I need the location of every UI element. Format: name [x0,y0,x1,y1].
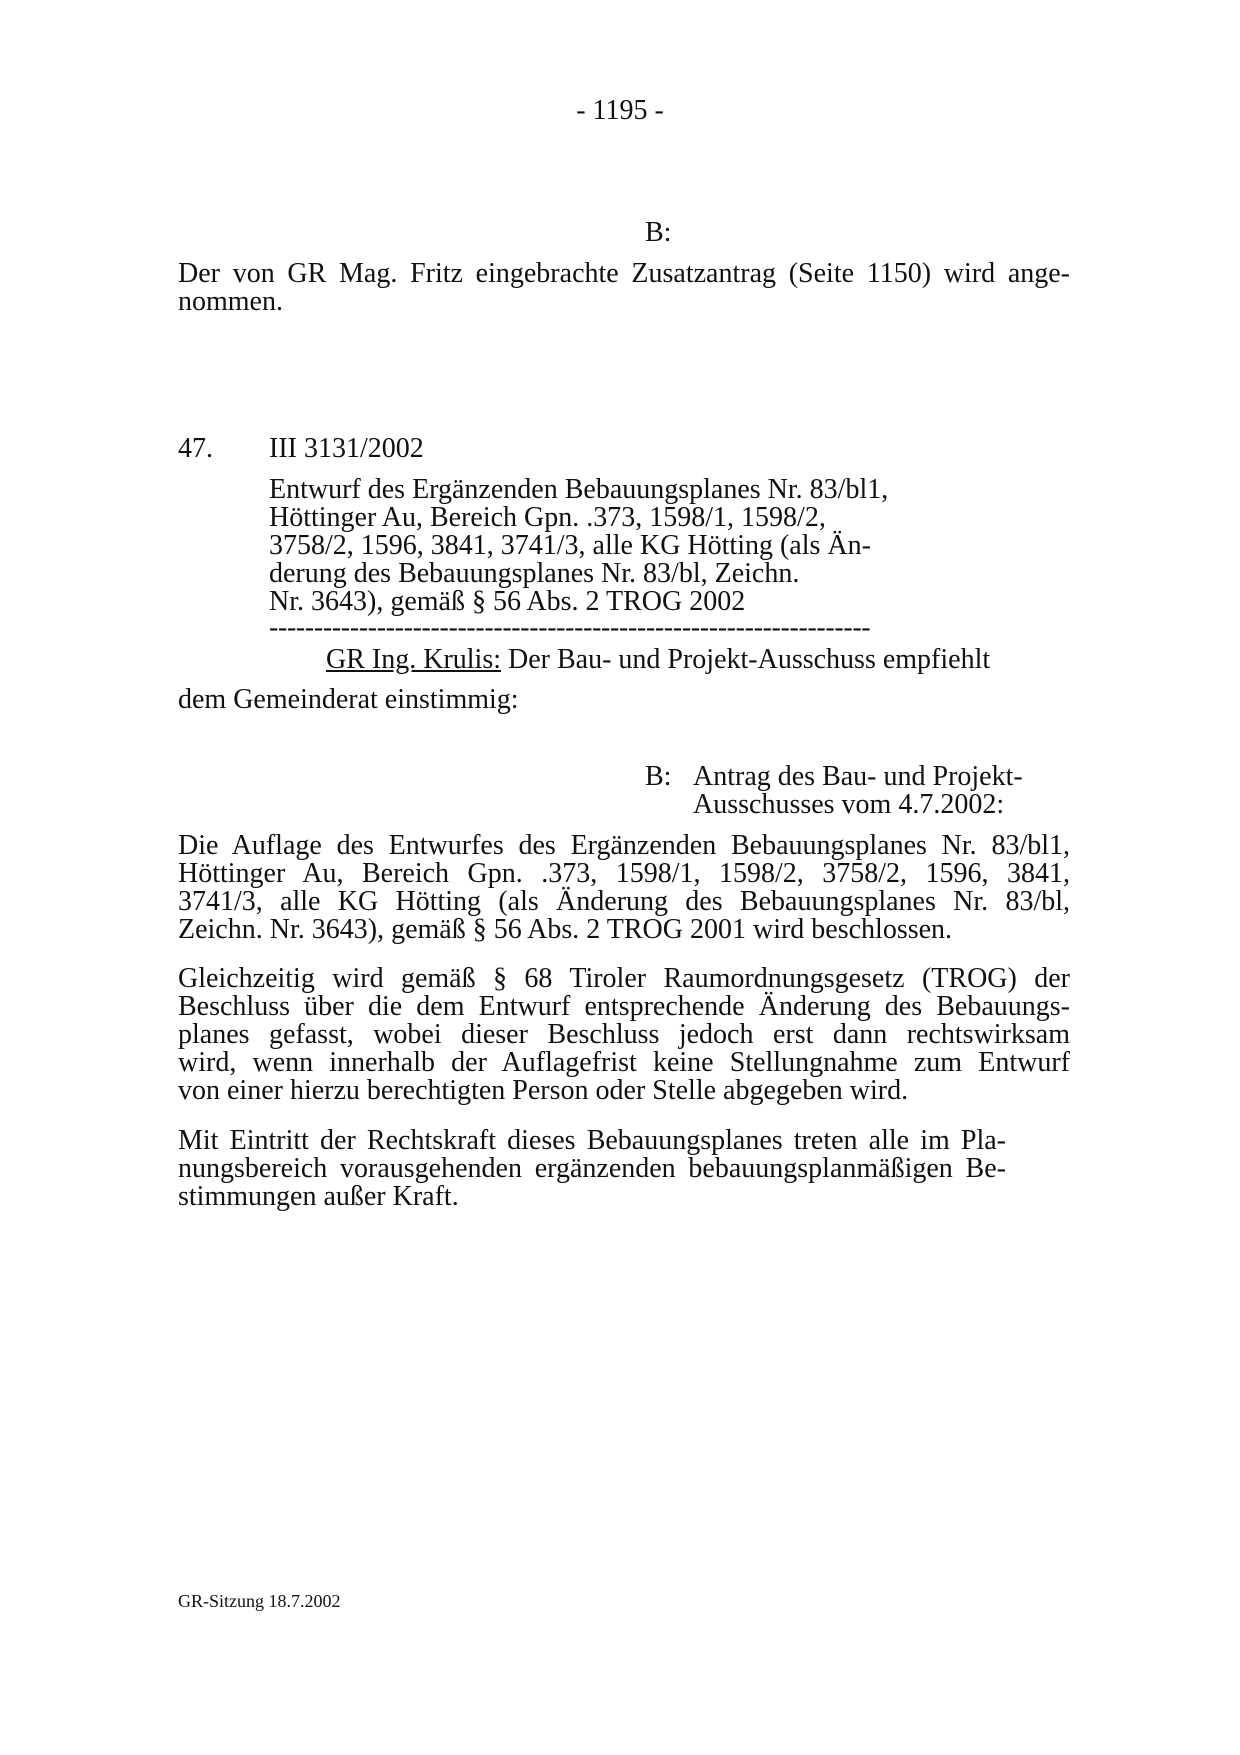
item-subject-line: Nr. 3643), gemäß § 56 Abs. 2 TROG 2002 [269,586,746,617]
separator-line: ------------------------------------------------------------------- [269,612,871,643]
resolution-label-b: B: [645,761,672,792]
paragraph3-line: nungsbereich vorausgehenden ergänzenden bebauungsplanmäßigen Be- [178,1153,1006,1184]
footer: GR-Sitzung 18.7.2002 [178,1591,341,1611]
item-reference: III 3131/2002 [269,433,424,464]
statement-line2: dem Gemeinderat einstimmig: [178,684,519,715]
resolution-title-line: Ausschusses vom 4.7.2002: [693,789,1005,820]
item-subject-line: Entwurf des Ergänzenden Bebauungsplanes Nr. 83/bl1, [269,474,889,505]
item-subject-line: 3758/2, 1596, 3841, 3741/3, alle KG Hötting (als Än- [269,530,871,561]
section1-line: nommen. [178,286,283,317]
item-subject-line: derung des Bebauungsplanes Nr. 83/bl, Zeichn. [269,558,800,589]
paragraph2-line: Gleichzeitig wird gemäß § 68 Tiroler Raumordnungsgesetz (TROG) der [178,963,1070,994]
section1-line: Der von GR Mag. Fritz eingebrachte Zusatzantrag (Seite 1150) wird ange- [178,258,1070,289]
paragraph2-line: wird, wenn innerhalb der Auflagefrist keine Stellungnahme zum Entwurf [178,1047,1070,1078]
paragraph1-line: Höttinger Au, Bereich Gpn. .373, 1598/1, 1598/2, 3758/2, 1596, 3841, [178,858,1070,889]
item-number: 47. [178,433,213,464]
paragraph1-line: Zeichn. Nr. 3643), gemäß § 56 Abs. 2 TROG 2001 wird beschlossen. [178,914,953,945]
paragraph1-line: 3741/3, alle KG Hötting (als Änderung des Bebauungsplanes Nr. 83/bl, [178,886,1070,917]
paragraph3-line: Mit Eintritt der Rechtskraft dieses Bebauungsplanes treten alle im Pla- [178,1125,1006,1156]
paragraph1-line: Die Auflage des Entwurfes des Ergänzenden Bebauungsplanes Nr. 83/bl1, [178,830,1070,861]
statement-text: Der Bau- und Projekt-Ausschuss empfiehlt [501,644,991,675]
paragraph2-line: Beschluss über die dem Entwurf entsprechende Änderung des Bebauungs- [178,991,1070,1022]
paragraph3-line: stimmungen außer Kraft. [178,1181,459,1212]
item-subject-line: Höttinger Au, Bereich Gpn. .373, 1598/1, 1598/2, [269,502,826,533]
paragraph2-line: von einer hierzu berechtigten Person oder Stelle abgegeben wird. [178,1075,909,1106]
page-number: - 1195 - [576,95,664,126]
speaker-statement [326,646,990,674]
resolution-title-line: Antrag des Bau- und Projekt- [693,761,1023,792]
speaker-name: GR Ing. Krulis: [326,644,501,675]
resolution-heading-b: B: [645,217,672,248]
paragraph2-line: planes gefasst, wobei dieser Beschluss jedoch erst dann rechtswirksam [178,1019,1070,1050]
